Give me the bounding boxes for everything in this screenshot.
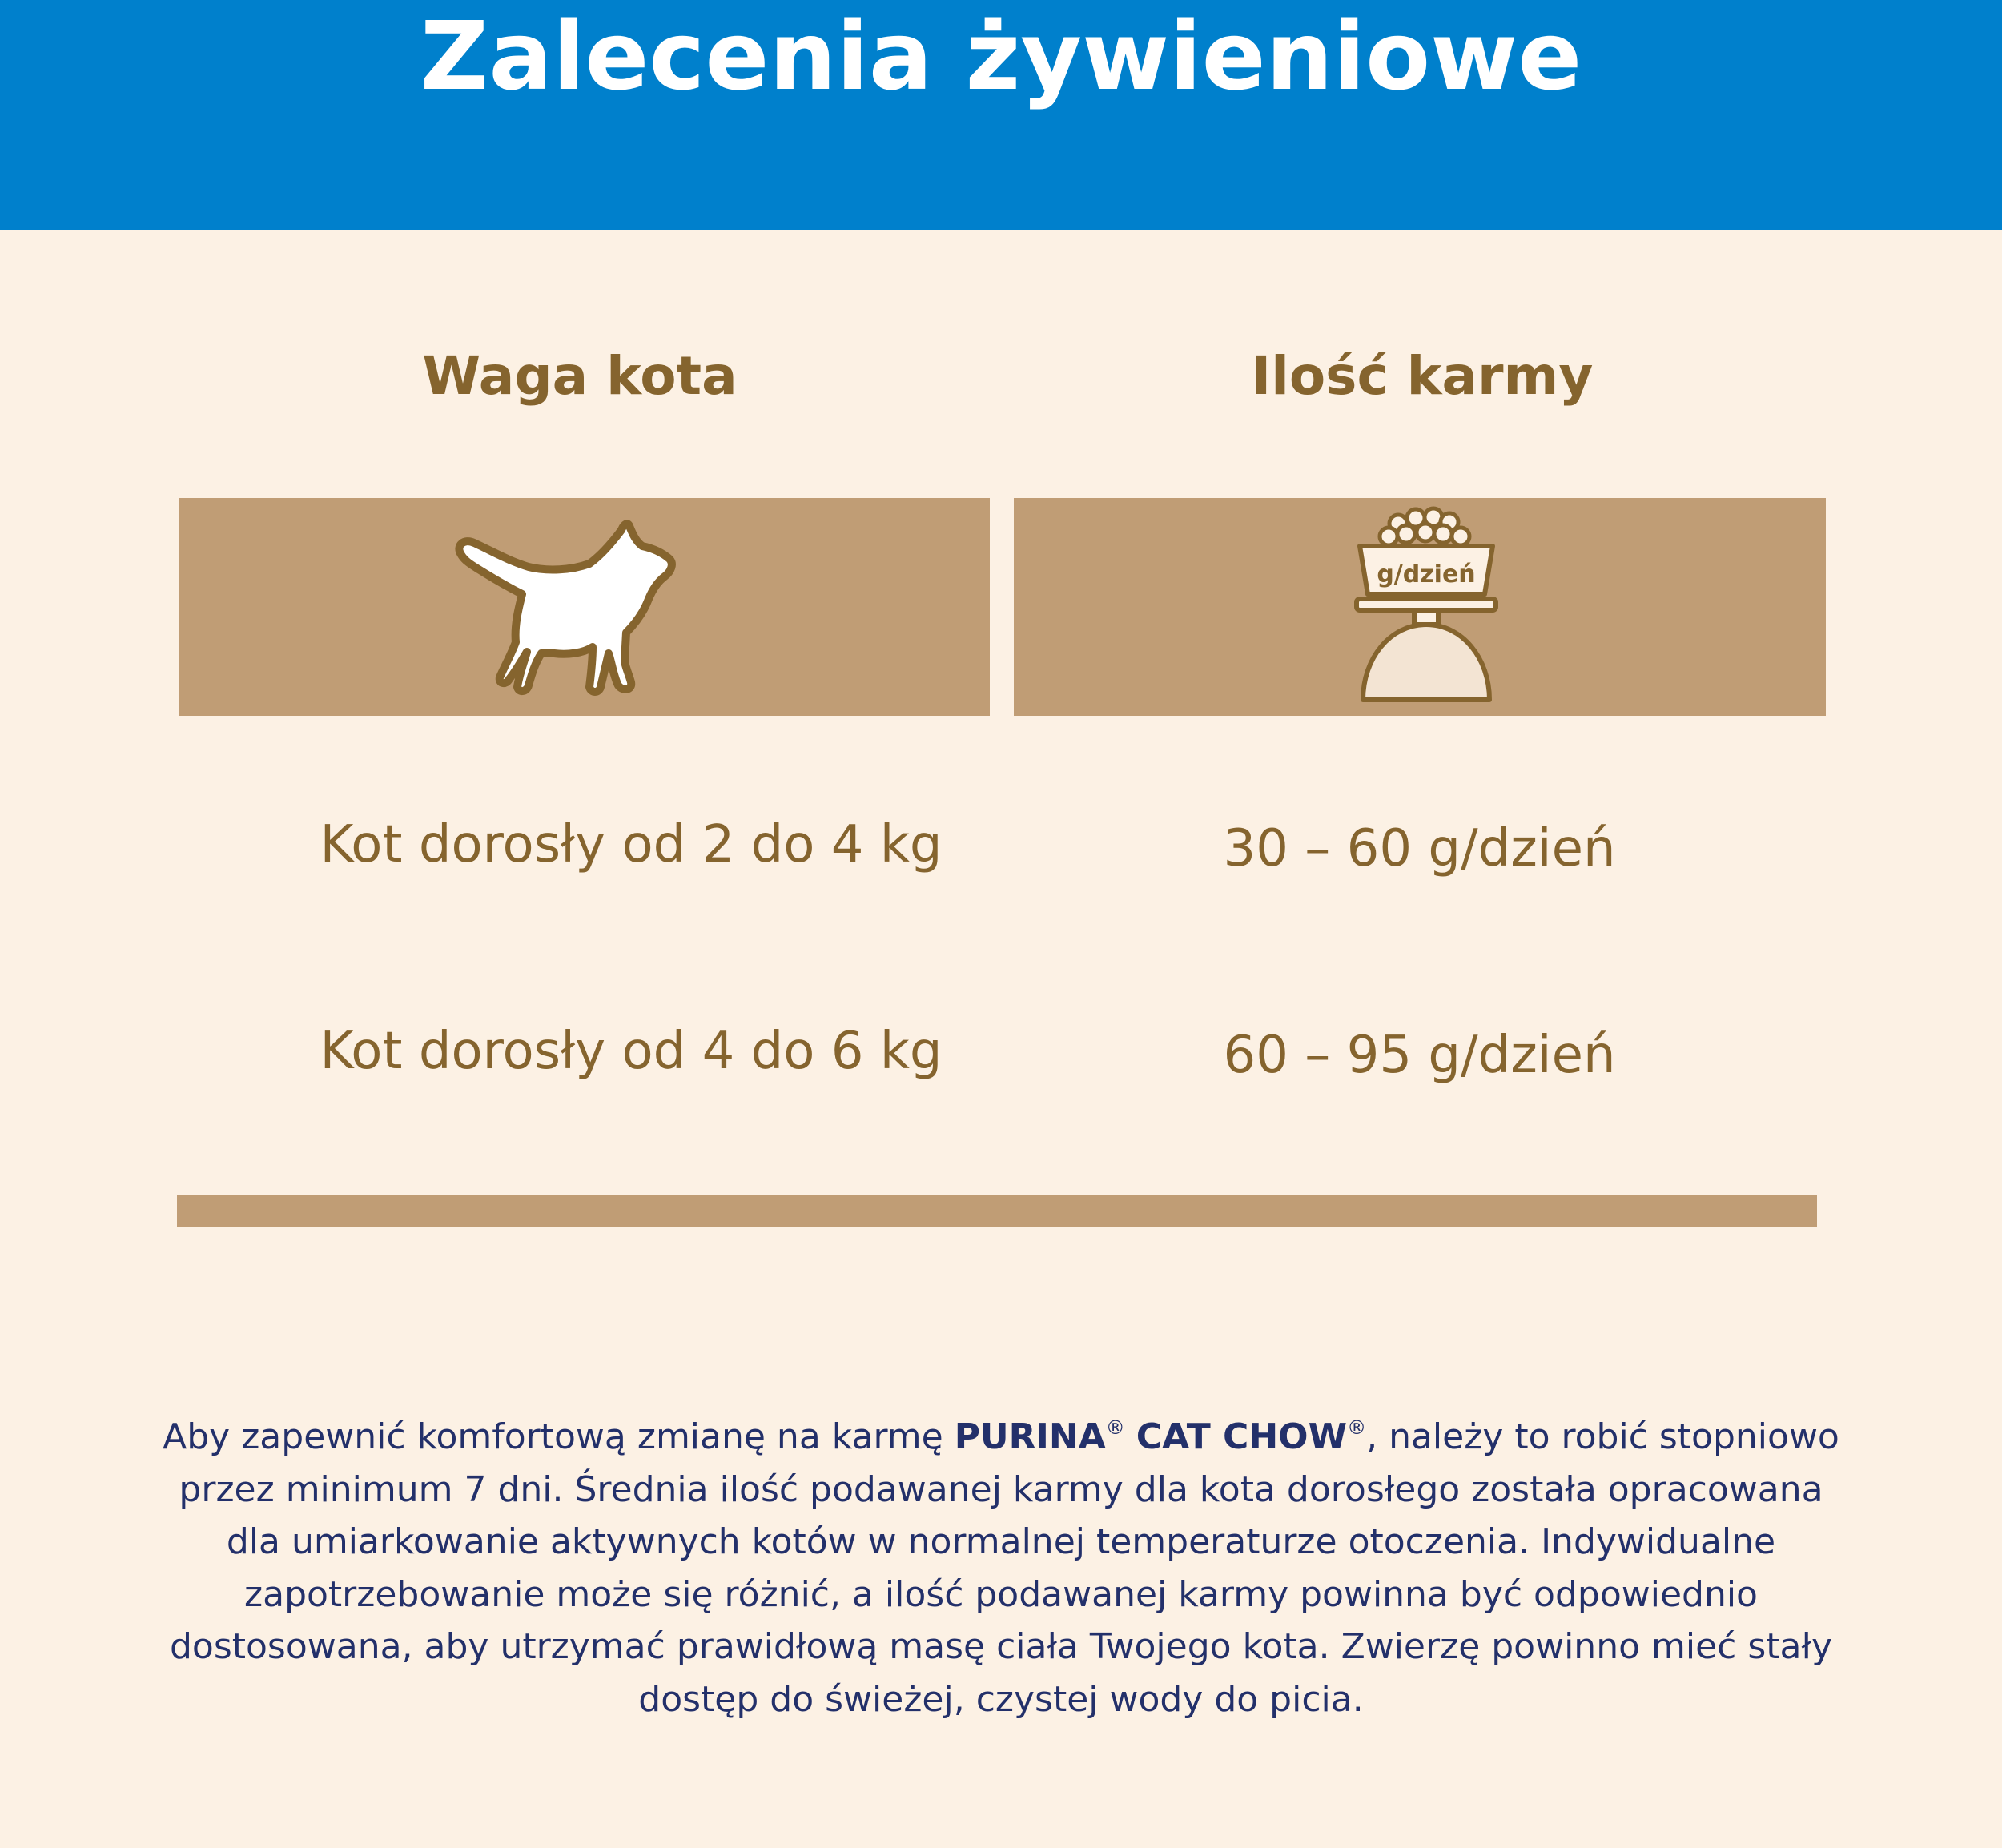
registered-mark-1: ® [1105,1416,1125,1439]
registered-mark-2: ® [1347,1416,1367,1439]
feeding-note [160,1411,1842,1725]
page-title: Zalecenia żywieniowe [420,1,1582,111]
row-1-weight: Kot dorosły od 2 do 4 kg [320,815,943,874]
note-text-start: Aby zapewnić komfortową zmianę na karmę [163,1416,955,1457]
column-header-weight: Waga kota [422,345,738,407]
cat-icon [455,519,695,697]
note-text-rest: , należy to robić stopniowo przez minimum 7 dni. Średnia ilość podawanej karmy dla kota dorosłego została opracowana dla umiarkowanie aktywnych kotów w normalnej temperaturze otoczenia. Indywidualne zapotrzebowanie może się różnić, a ilość podawanej karmy powinna być odpowiednio dostosowana, aby utrzymać prawidłową masę ciała Twojego kota. Zwierzę powinno mieć stały dostęp do świeżej, czystej wody do picia. [169,1416,1839,1720]
food-bowl-scale-icon [1352,506,1501,711]
table-bottom-rule [177,1195,1817,1227]
weight-icon-band [179,498,990,716]
header-banner [0,0,2002,230]
column-header-amount: Ilość karmy [1251,345,1594,407]
brand-cat-chow: CAT CHOW [1136,1416,1348,1457]
bowl-unit-label: g/dzień [1377,560,1476,589]
row-2-weight: Kot dorosły od 4 do 6 kg [320,1022,943,1081]
row-1-amount: 30 – 60 g/dzień [1223,819,1616,878]
amount-icon-band [1014,498,1826,716]
note-space [1125,1416,1136,1457]
brand-purina: PURINA [954,1416,1106,1457]
row-2-amount: 60 – 95 g/dzień [1223,1026,1616,1085]
